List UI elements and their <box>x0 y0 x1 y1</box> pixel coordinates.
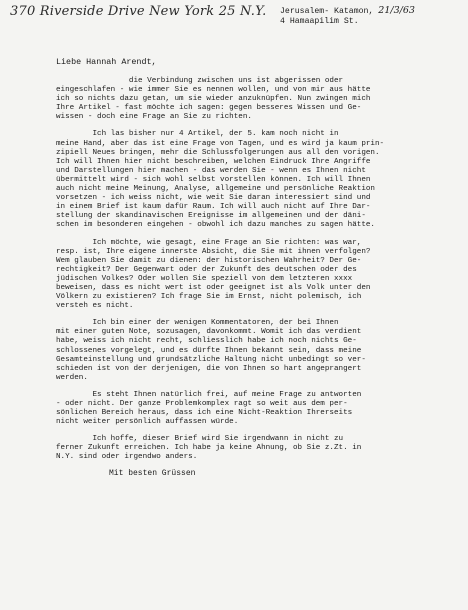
text-line: Gesamteinstellung und grundsätzliche Haltung nicht unbedingt so ver- <box>56 355 366 364</box>
text-line: ich so nichts dazu getan, um sie wieder anzuknüpfen. Nun zwingen mich <box>56 95 371 104</box>
text-line: die Verbindung zwischen uns ist abgerissen oder <box>56 77 344 85</box>
text-line: vorsetzen - ich weiss nicht, wie weit Sie daran interessiert sind und <box>56 194 371 203</box>
letter-paragraph <box>56 319 456 383</box>
text-line: schen im besonderen eingehen - obwohl ich dazu manches zu sagen hätte. <box>56 221 375 230</box>
letter-body <box>56 77 456 471</box>
text-line: zipiell Neues bringen, mehr die Schlussfolgerungen aus all den vorigen. <box>56 148 380 157</box>
text-line: Ich bin einer der wenigen Kommentatoren, der bei Ihnen <box>56 319 339 328</box>
text-line: jüdischen Volkes? Oder wollen Sie speziell von dem letzteren xxxx <box>56 274 353 283</box>
text-line: - oder nicht. Der ganze Problemkomplex ragt so weit aus dem per- <box>56 400 348 408</box>
text-line: eingeschlafen - wie immer Sie es nennen wollen, und von mir aus hätte <box>56 86 371 95</box>
text-line: und Darstellungen hier machen - das werden Sie - wenn es Ihnen nicht <box>56 166 366 175</box>
text-line: Ich möchte, wie gesagt, eine Frage an Sie richten: was war, <box>56 238 362 247</box>
text-line: habe, weiss ich nicht recht, schliesslich habe ich noch nichts Ge- <box>56 337 357 346</box>
text-line: schlossenes vorgelegt, und es dürfte Ihnen bekannt sein, dass meine <box>56 346 362 355</box>
sender-address <box>280 6 415 27</box>
text-line: auch nicht meine Meinung, Analyse, allgemeine und persönliche Reaktion <box>56 185 375 194</box>
text-line: beweisen, dass es nicht wert ist oder geeignet ist als Volk unter den <box>56 283 371 292</box>
text-line: Wem glauben Sie damit zu dienen: der historischen Wahrheit? Der Ge- <box>56 256 362 265</box>
letter-paragraph <box>56 239 456 312</box>
text-line: Ich hoffe, dieser Brief wird Sie irgendwann in nicht zu <box>56 435 344 444</box>
sender-address-line2: 4 Hamaapilim St. <box>280 17 359 26</box>
text-line: Ich las bisher nur 4 Artikel, der 5. kam noch nicht in <box>56 130 339 139</box>
text-line: Es steht Ihnen natürlich frei, auf meine Frage zu antworten <box>56 390 362 399</box>
closing: Mit besten Grüssen <box>109 469 196 478</box>
text-line: mit einer guten Note, sozusagen, davonkommt. Womit ich das verdient <box>56 328 362 337</box>
letter-paragraph <box>56 435 456 462</box>
text-line: meine Hand, aber das ist eine Frage von Tagen, und es wird ja kaum prin- <box>56 139 385 148</box>
text-line: N.Y. sind oder irgendwo anders. <box>56 453 198 462</box>
text-line: versteh es nicht. <box>56 302 134 311</box>
text-line: werden. <box>56 373 88 382</box>
text-line: wissen - doch eine Frage an Sie zu richten. <box>56 113 252 122</box>
letter-paragraph <box>56 130 456 230</box>
text-line: in einem Brief ist kaum dafür Raum. Ich will auch nicht auf Ihre Dar- <box>56 203 371 212</box>
text-line: rechtigkeit? Der Gegenwart oder der Zukunft des deutschen oder des <box>56 265 357 274</box>
text-line: nicht weiter persönlich auffassen würde. <box>56 418 239 427</box>
text-line: Ich will Ihnen hier nicht beschreiben, welchen Eindruck Ihre Angriffe <box>56 157 371 166</box>
sender-address-line1: Jerusalem- Katamon, <box>280 7 374 16</box>
handwritten-address: 370 Riverside Drive New York 25 N.Y. <box>10 4 267 19</box>
text-line: ferner Zukunft erreichen. Ich habe ja keine Ahnung, ob Sie z.Zt. in <box>56 444 362 453</box>
salutation: Liebe Hannah Arendt, <box>56 57 157 67</box>
letter-date: 21/3/63 <box>378 5 415 16</box>
letter-paragraph <box>56 77 456 122</box>
letter-paragraph <box>56 391 456 427</box>
text-line: sönlichen Bereich heraus, dass ich eine Nicht-Reaktion Ihrerseits <box>56 409 353 418</box>
text-line: stellung der skandinavischen Ereignisse im allgemeinen und der däni- <box>56 212 366 221</box>
text-line: schieden ist von der derjenigen, die von Ihnen so hart angeprangert <box>56 364 362 373</box>
text-line: Ihre Artikel - fast möchte ich sagen: gegen besseres Wissen und Ge- <box>56 104 362 113</box>
text-line: übermittelt wird - sich wohl selbst vorstellen können. Ich will Ihnen <box>56 175 371 184</box>
text-line: resp. ist, Ihre eigene innerste Absicht, die Sie mit ihnen verfolgen? <box>56 247 371 256</box>
text-line: Völkern zu existieren? Ich frage Sie im Ernst, nicht polemisch, ich <box>56 293 362 302</box>
